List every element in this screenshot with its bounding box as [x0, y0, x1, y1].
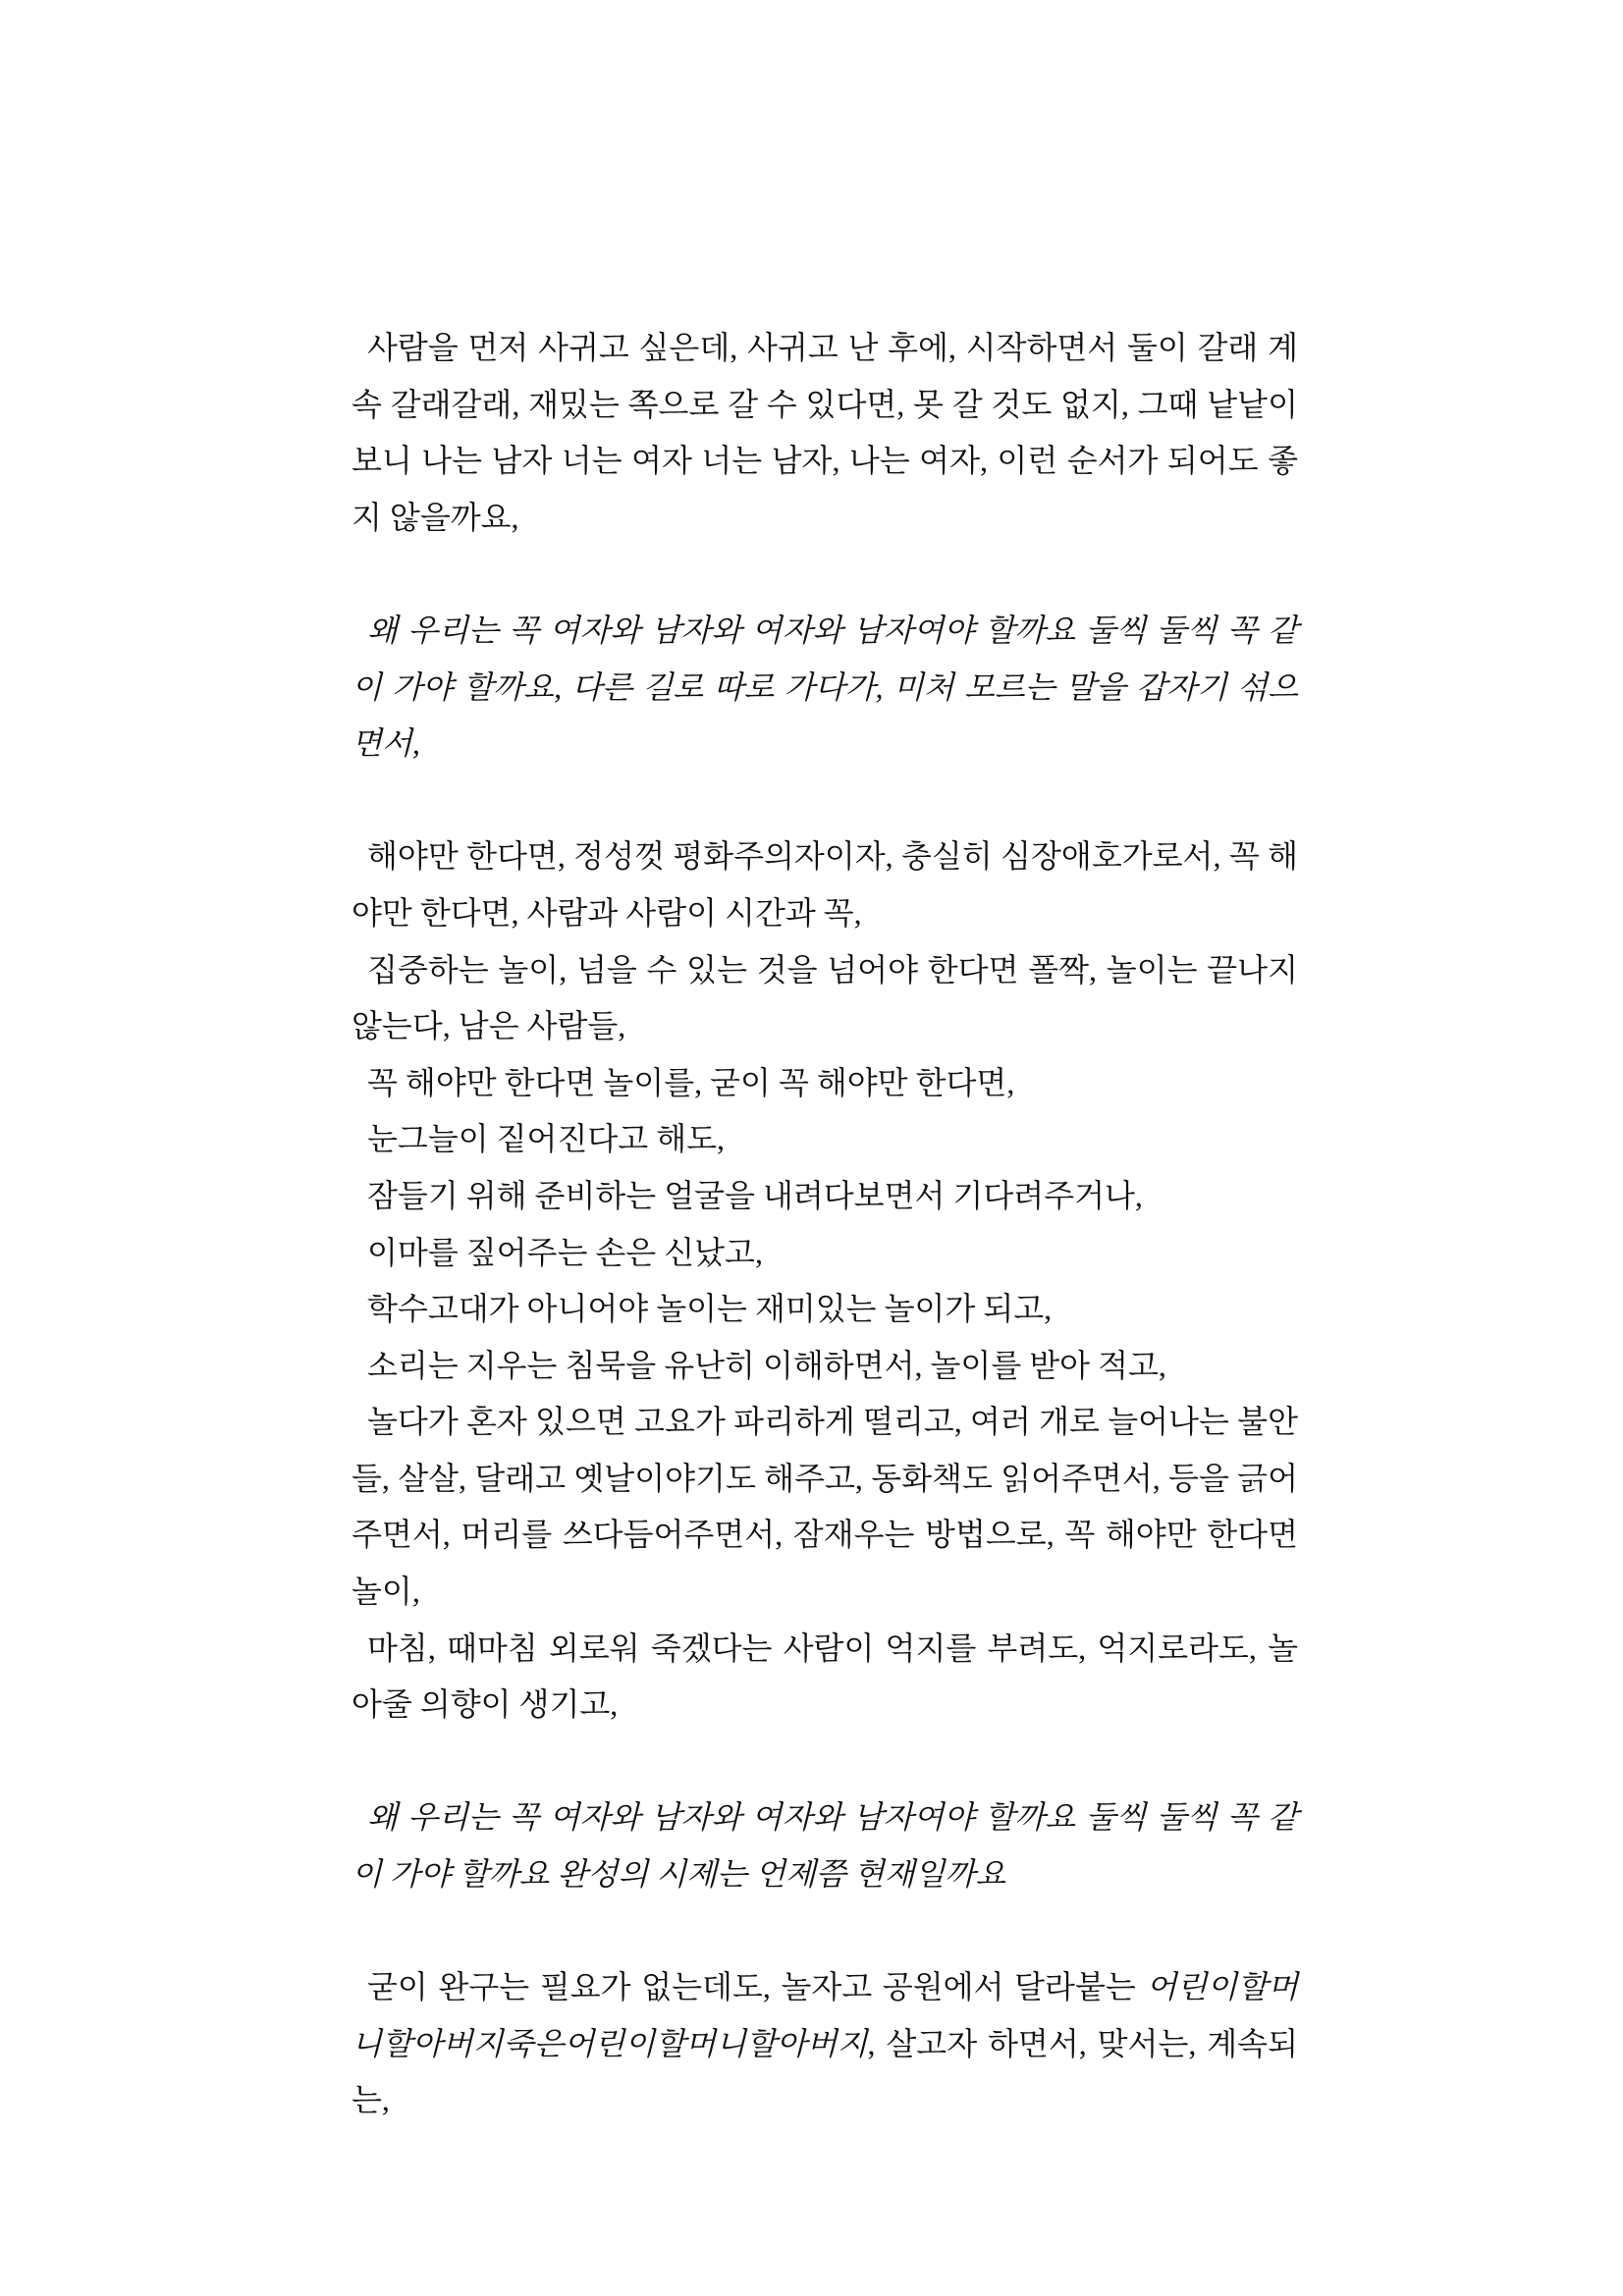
verse-6	[352, 1111, 1298, 1168]
verse-6-segment-1: 눈그늘이 짙어진다고 해도,	[367, 1121, 726, 1157]
verse-4	[352, 942, 1298, 1055]
verse-14-segment-2: 어린이할머니할아버지죽은어린이할머니할아버지	[352, 1969, 1298, 2061]
verse-14-segment-3: , 살고자 하면서, 맞서는, 계속되는,	[352, 2025, 1298, 2118]
verse-11	[352, 1394, 1298, 1620]
verse-13	[352, 1789, 1298, 1902]
verse-3	[352, 828, 1298, 941]
verse-12	[352, 1621, 1298, 1734]
verse-7	[352, 1168, 1298, 1225]
verse-10-segment-1: 소리는 지우는 침묵을 유난히 이해하면서, 놀이를 받아 적고,	[367, 1347, 1166, 1383]
verse-12-segment-1: 마침, 때마침 외로워 죽겠다는 사람이 억지를 부려도, 억지로라도, 놀아줄 의향이 생기고,	[352, 1629, 1298, 1723]
verse-9-segment-1: 학수고대가 아니어야 놀이는 재미있는 놀이가 되고,	[367, 1291, 1053, 1327]
verse-3-segment-1: 해야만 한다면, 정성껏 평화주의자이자, 충실히 심장애호가로서, 꼭 해야만 한다면, 사람과 사람이 시간과 꼭,	[352, 838, 1298, 931]
verse-9	[352, 1281, 1298, 1338]
verse-2-segment-1: 왜 우리는 꼭 여자와 남자와 여자와 남자여야 할까요 둘씩 둘씩 꼭 같이 가야 할까요, 다른 길로 따로 가다가, 미처 모르는 말을 갑자기 섞으면서,	[352, 612, 1298, 762]
verse-5-segment-1: 꼭 해야만 한다면 놀이를, 굳이 꼭 해야만 한다면,	[367, 1064, 1015, 1100]
text-block	[352, 320, 1298, 2129]
verse-8	[352, 1225, 1298, 1282]
verse-11-segment-1: 놀다가 혼자 있으면 고요가 파리하게 떨리고, 여러 개로 늘어나는 불안들, 살살, 달래고 옛날이야기도 해주고, 동화책도 읽어주면서, 등을 긁어주면서, 머리를 쓰다듬어주면서, 잠재우는 방법으로, 꼭 해야만 한다면 놀이,	[352, 1404, 1298, 1610]
verse-14-segment-1: 굳이 완구는 필요가 없는데도, 놀자고 공원에서 달라붙는	[367, 1969, 1147, 2005]
verse-7-segment-1: 잠들기 위해 준비하는 얼굴을 내려다보면서 기다려주거나,	[367, 1177, 1143, 1213]
verse-8-segment-1: 이마를 짚어주는 손은 신났고,	[367, 1234, 763, 1270]
verse-4-segment-1: 집중하는 놀이, 넘을 수 있는 것을 넘어야 한다면 폴짝, 놀이는 끝나지 않는다, 남은 사람들,	[352, 951, 1298, 1044]
verse-5	[352, 1055, 1298, 1112]
verse-14	[352, 1959, 1298, 2129]
verse-1	[352, 320, 1298, 546]
verse-13-segment-1: 왜 우리는 꼭 여자와 남자와 여자와 남자여야 할까요 둘씩 둘씩 꼭 같이 가야 할까요 완성의 시제는 언제쯤 현재일까요	[352, 1799, 1298, 1893]
verse-10	[352, 1338, 1298, 1395]
verse-1-segment-1: 사람을 먼저 사귀고 싶은데, 사귀고 난 후에, 시작하면서 둘이 갈래 계속 갈래갈래, 재밌는 쪽으로 갈 수 있다면, 못 갈 것도 없지, 그때 낱낱이 보니 나는 남자 너는 여자 너는 남자, 나는 여자, 이런 순서가 되어도 좋지 않을까요,	[352, 330, 1298, 535]
verse-2	[352, 603, 1298, 773]
